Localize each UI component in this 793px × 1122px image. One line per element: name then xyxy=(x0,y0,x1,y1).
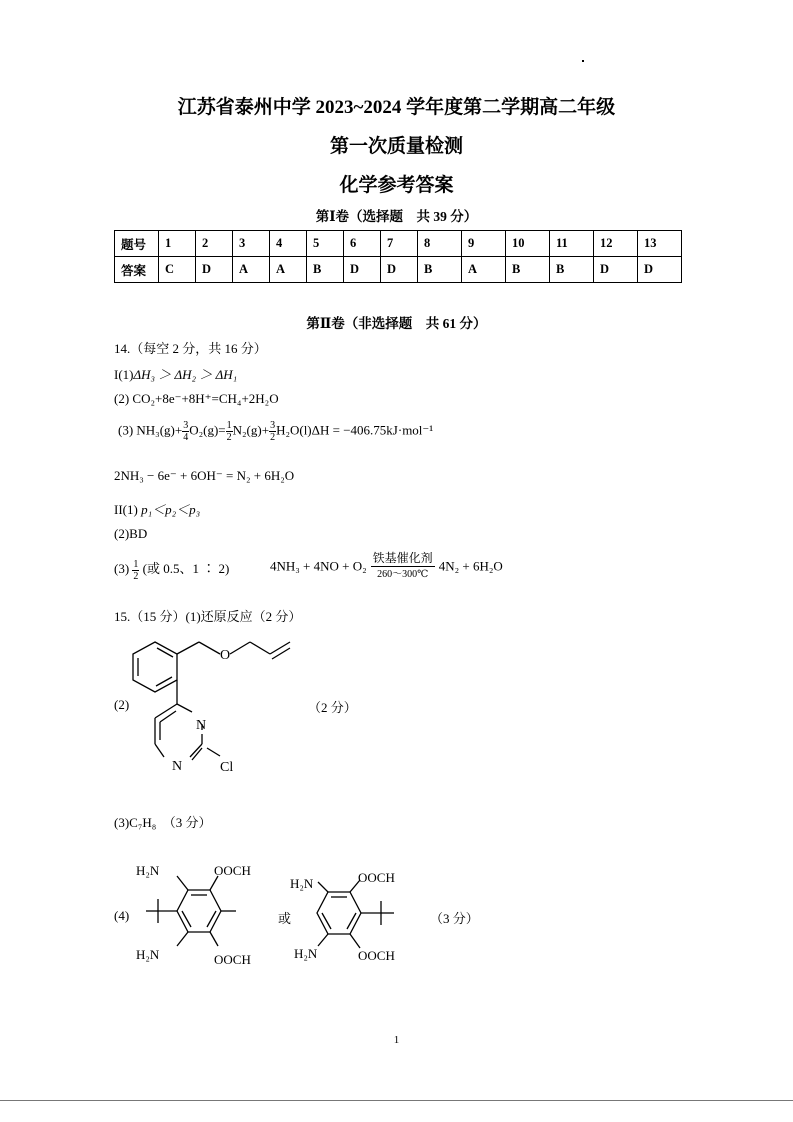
table-cell: 题号 xyxy=(115,231,159,257)
q14-i3-equation xyxy=(118,420,433,443)
ester-group: OOCH xyxy=(358,948,395,963)
structure-q15-4-right xyxy=(288,862,428,978)
part1-title: 第Ⅰ卷（选择题 共 39 分） xyxy=(315,209,478,224)
q14-ii3 xyxy=(114,558,229,582)
structure-q15-4-left xyxy=(126,858,276,978)
frac-num: 1 xyxy=(133,558,139,570)
table-cell: 4 xyxy=(270,231,307,257)
table-cell: D xyxy=(344,257,381,283)
q14-i1-answer: ΔH₃ ＞ ΔH₂ ＞ ΔH₁ xyxy=(133,367,238,382)
q14-i3-tail: H₂O(l)ΔH = −406.75kJ·mol⁻¹ xyxy=(276,422,434,438)
q15-p4-or: 或 xyxy=(278,911,292,926)
eq-right: 4N₂ + 6H₂O xyxy=(438,558,503,574)
frac-den: 2 xyxy=(270,432,276,443)
q15-head: 15.（15 分）(1)还原反应（2 分） xyxy=(114,609,302,624)
q15-p3-label: (3) xyxy=(114,815,130,830)
q14-i3-mid1: O₂(g)= xyxy=(189,422,226,438)
ester-group: OOCH xyxy=(358,870,395,885)
table-cell: 5 xyxy=(307,231,344,257)
table-cell: D xyxy=(594,257,638,283)
answer-table xyxy=(114,230,682,283)
fraction xyxy=(269,420,276,443)
table-cell: B xyxy=(506,257,550,283)
atom-n-2: N xyxy=(172,759,183,774)
table-cell: 13 xyxy=(638,231,682,257)
table-cell: C xyxy=(159,257,196,283)
page-bottom-divider xyxy=(0,1100,793,1101)
eq-left: 4NH₃ + 4NO + O₂ xyxy=(270,558,367,574)
table-cell: 11 xyxy=(550,231,594,257)
table-cell: 7 xyxy=(381,231,418,257)
q14-i3-prefix: (3) NH₃(g)+ xyxy=(118,422,183,438)
header-line-2: 第一次质量检测 xyxy=(329,136,463,157)
ester-group: OOCH xyxy=(214,863,251,878)
q14-head: 14.（每空 2 分，共 16 分） xyxy=(114,341,267,356)
table-cell: 2 xyxy=(196,231,233,257)
amine-group: H₂N xyxy=(136,947,160,962)
fraction xyxy=(132,559,139,582)
fraction xyxy=(226,420,233,443)
corner-mark xyxy=(582,60,584,62)
amine-group: H₂N xyxy=(290,876,314,891)
q14-ii1-prefix: II(1) xyxy=(114,502,138,517)
page-number: 1 xyxy=(393,1034,400,1046)
q15-p4-label: (4) xyxy=(114,908,130,923)
q14-i2: (2) CO₂+8e⁻+8H⁺=CH₄+2H₂O xyxy=(114,391,279,406)
q14-ii3-prefix: (3) xyxy=(114,561,130,576)
structure-q15-2 xyxy=(120,630,310,790)
table-cell: 6 xyxy=(344,231,381,257)
table-cell: B xyxy=(418,257,462,283)
table-cell: 8 xyxy=(418,231,462,257)
q14-i3-mid2: N₂(g)+ xyxy=(232,422,270,438)
table-cell: 10 xyxy=(506,231,550,257)
q14-ii1 xyxy=(114,499,200,518)
q15-p3-formula: C₇H₈ xyxy=(129,815,157,830)
amine-group: H₂N xyxy=(294,946,318,961)
frac-num: 3 xyxy=(270,420,276,431)
header-line-1: 江苏省泰州中学 2023~2024 学年度第二学期高二年级 xyxy=(177,97,616,118)
q15-p3 xyxy=(114,812,212,831)
ester-group: OOCH xyxy=(214,952,251,967)
table-cell: 1 xyxy=(159,231,196,257)
table-cell: 答案 xyxy=(115,257,159,283)
atom-o: O xyxy=(220,648,231,663)
frac-den: 2 xyxy=(133,570,139,582)
q15-p2-score: （2 分） xyxy=(308,700,357,715)
q15-p4-score: （3 分） xyxy=(430,911,479,926)
q14-ii1-answer: p₁＜p₂＜p₃ xyxy=(141,502,201,517)
frac-num: 3 xyxy=(183,420,189,431)
table-row xyxy=(115,231,682,257)
q15-p2-label: (2) xyxy=(114,697,130,712)
q14-i1-prefix: I(1) xyxy=(114,367,134,382)
q14-i1 xyxy=(114,364,237,383)
table-cell: 12 xyxy=(594,231,638,257)
table-cell: 9 xyxy=(462,231,506,257)
q14-ii3-alt: (或 0.5、1 ∶ 2) xyxy=(142,561,230,576)
atom-n-1: N xyxy=(196,718,207,733)
table-cell: A xyxy=(270,257,307,283)
table-cell: A xyxy=(462,257,506,283)
table-row xyxy=(115,257,682,283)
table-cell: A xyxy=(233,257,270,283)
frac-num: 1 xyxy=(226,420,232,431)
table-cell: B xyxy=(307,257,344,283)
table-cell: B xyxy=(550,257,594,283)
table-cell: D xyxy=(381,257,418,283)
amine-group: H₂N xyxy=(136,863,160,878)
condition-bottom: 260～300℃ xyxy=(377,569,429,580)
q14-ii3-equation xyxy=(270,552,503,581)
reaction-condition xyxy=(371,552,435,581)
frac-den: 2 xyxy=(226,432,232,443)
q14-i3-electrode: 2NH₃ − 6e⁻ + 6OH⁻ = N₂ + 6H₂O xyxy=(114,468,295,483)
table-cell: D xyxy=(638,257,682,283)
frac-den: 4 xyxy=(183,432,189,443)
q14-ii2: (2)BD xyxy=(114,526,148,541)
atom-cl: Cl xyxy=(220,760,234,775)
part2-title: 第Ⅱ卷（非选择题 共 61 分） xyxy=(306,316,487,331)
q15-p3-score: （3 分） xyxy=(162,815,212,830)
condition-top: 铁基催化剂 xyxy=(372,551,433,565)
table-cell: 3 xyxy=(233,231,270,257)
table-cell: D xyxy=(196,257,233,283)
header-line-3: 化学参考答案 xyxy=(339,175,454,196)
